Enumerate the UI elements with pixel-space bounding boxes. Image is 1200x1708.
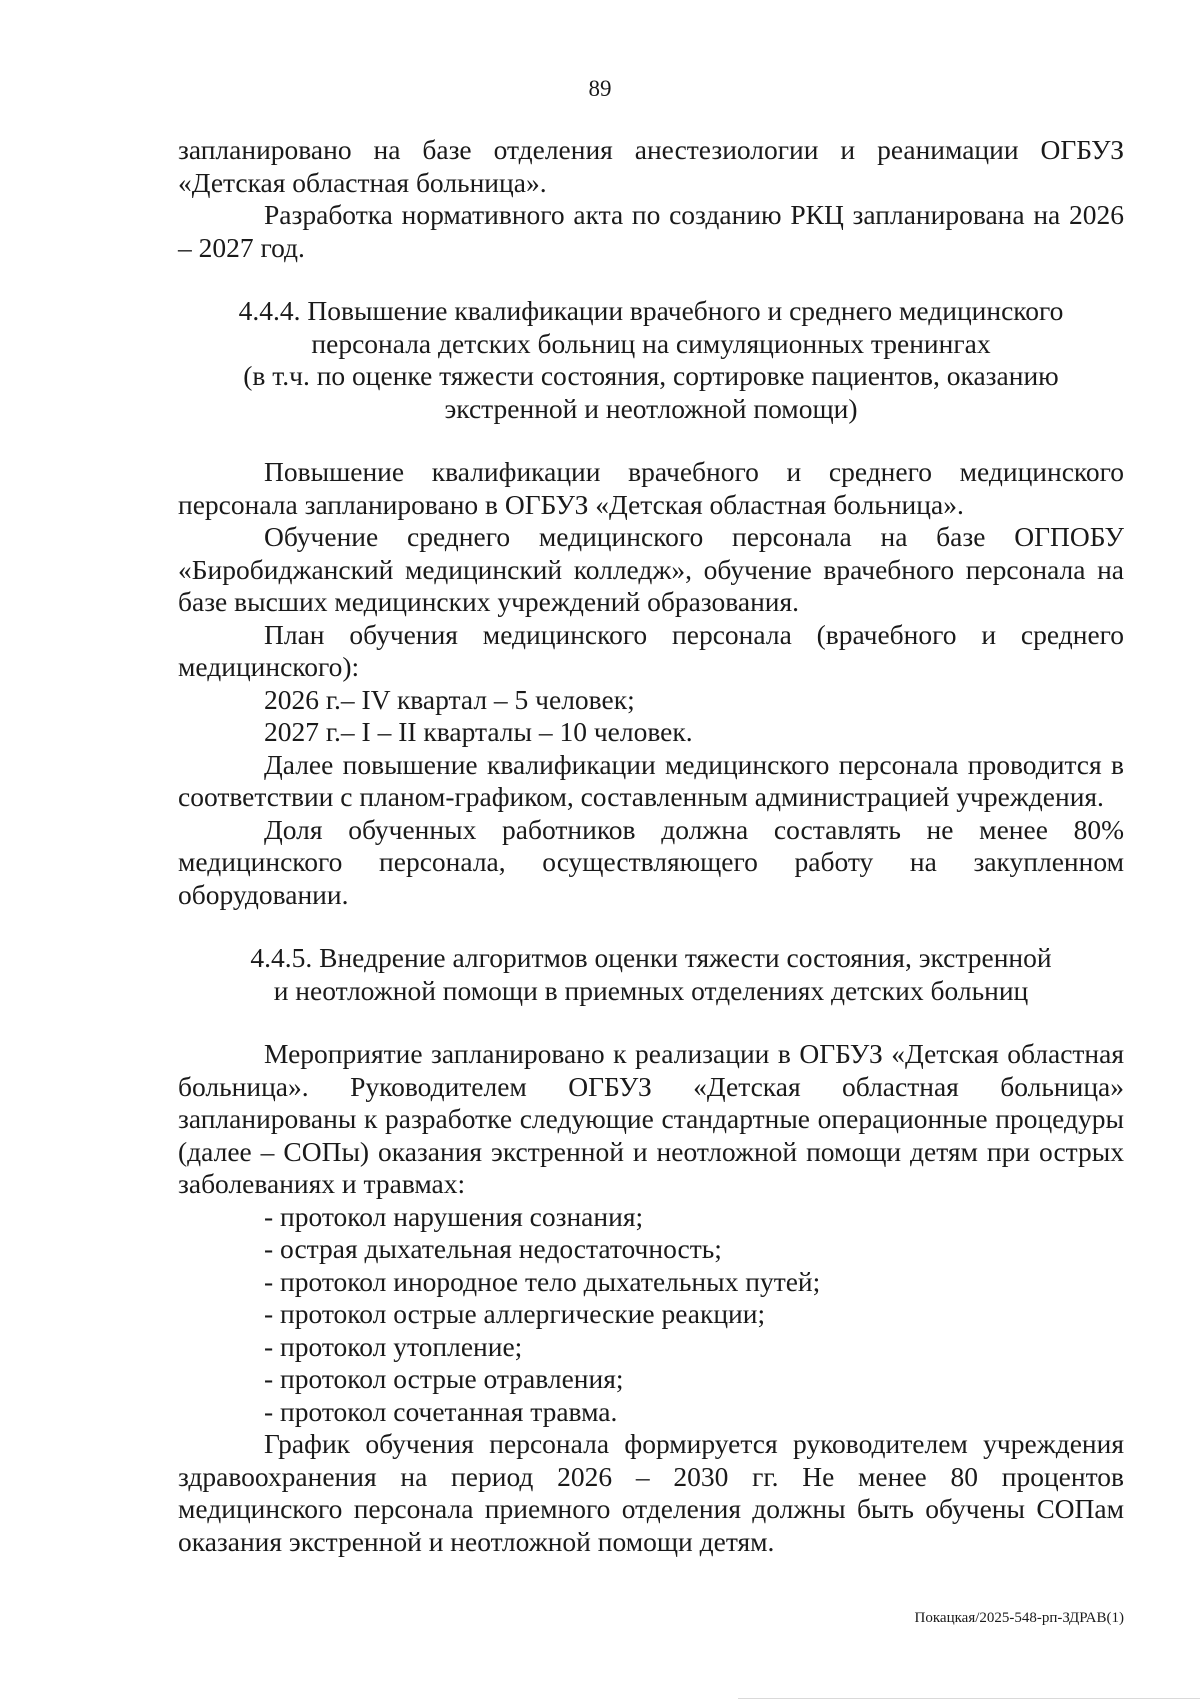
page-number: 89 bbox=[588, 76, 612, 101]
spacer bbox=[178, 1007, 1124, 1038]
section-445-paragraph-2: График обучения персонала формируется руководителем учреждения здравоохранения на период 2026 – 2030 гг. Не менее 80 процентов медицинского персонала приемного отделения должны быть обучены СОПам оказания экстренной и неотложной помощи детям. bbox=[178, 1428, 1124, 1557]
sop-list-item: - протокол острые аллергические реакции; bbox=[264, 1298, 766, 1329]
section-444-paragraph-2: Обучение среднего медицинского персонала на базе ОГПОБУ «Биробиджанский медицинский колледж», обучение врачебного персонала на базе высших медицинских учреждений образования. bbox=[178, 521, 1124, 617]
scan-edge-divider bbox=[738, 1698, 1200, 1699]
section-444-paragraph-3: План обучения медицинского персонала (врачебного и среднего медицинского): bbox=[178, 618, 1124, 682]
section-444-paragraph-1: Повышение квалификации врачебного и среднего медицинского персонала запланировано в ОГБУЗ «Детская областная больница». bbox=[178, 456, 1124, 520]
training-plan-item: 2026 г.– IV квартал – 5 человек; bbox=[264, 683, 635, 715]
intro-paragraph-2: Разработка нормативного акта по созданию РКЦ запланирована на 2026 – 2027 год. bbox=[178, 199, 1124, 263]
spacer bbox=[178, 911, 1124, 942]
section-445-heading-line: и неотложной помощи в приемных отделениях детских больниц bbox=[273, 974, 1029, 1006]
document-body bbox=[178, 134, 1124, 1558]
section-445-heading-line: 4.4.5. Внедрение алгоритмов оценки тяжести состояния, экстренной bbox=[250, 942, 1052, 973]
section-445-paragraph-1: Мероприятие запланировано к реализации в ОГБУЗ «Детская областная больница». Руководителем ОГБУЗ «Детская областная больница» запланированы к разработке следующие стандартные операционные процедуры (далее – СОПы) оказания экстренной и неотложной помощи детям при острых заболеваниях и травмах: bbox=[178, 1038, 1124, 1199]
section-444-paragraph-4: Далее повышение квалификации медицинского персонала проводится в соответствии с планом-графиком, составленным администрацией учреждения. bbox=[178, 748, 1124, 812]
section-444-heading-line: экстренной и неотложной помощи) bbox=[444, 392, 858, 424]
sop-list-item: - острая дыхательная недостаточность; bbox=[264, 1233, 722, 1264]
intro-paragraph-1: запланировано на базе отделения анестезиологии и реанимации ОГБУЗ «Детская областная больница». bbox=[178, 134, 1124, 198]
section-444-heading-line: персонала детских больниц на симуляционных тренингах bbox=[311, 327, 991, 359]
sop-list-item: - протокол сочетанная травма. bbox=[264, 1395, 618, 1427]
spacer bbox=[178, 264, 1124, 295]
section-445-heading bbox=[178, 942, 1124, 1007]
document-registration-code: Покацкая/2025-548-рп-ЗДРАВ(1) bbox=[914, 1610, 1124, 1626]
sop-list-item: - протокол инородное тело дыхательных путей; bbox=[264, 1265, 821, 1297]
sop-list-item: - протокол утопление; bbox=[264, 1330, 523, 1362]
spacer bbox=[178, 425, 1124, 456]
sop-list-item: - протокол нарушения сознания; bbox=[264, 1200, 644, 1232]
section-444-paragraph-5: Доля обученных работников должна составлять не менее 80% медицинского персонала, осуществляющего работу на закупленном оборудовании. bbox=[178, 813, 1124, 910]
training-plan-item: 2027 г.– I – II кварталы – 10 человек. bbox=[264, 716, 693, 747]
section-444-heading-line: 4.4.4. Повышение квалификации врачебного и среднего медицинского bbox=[238, 295, 1064, 326]
section-444-heading bbox=[178, 295, 1124, 425]
sop-list-item: - протокол острые отравления; bbox=[264, 1363, 624, 1394]
section-444-heading-line: (в т.ч. по оценке тяжести состояния, сортировке пациентов, оказанию bbox=[243, 360, 1059, 391]
